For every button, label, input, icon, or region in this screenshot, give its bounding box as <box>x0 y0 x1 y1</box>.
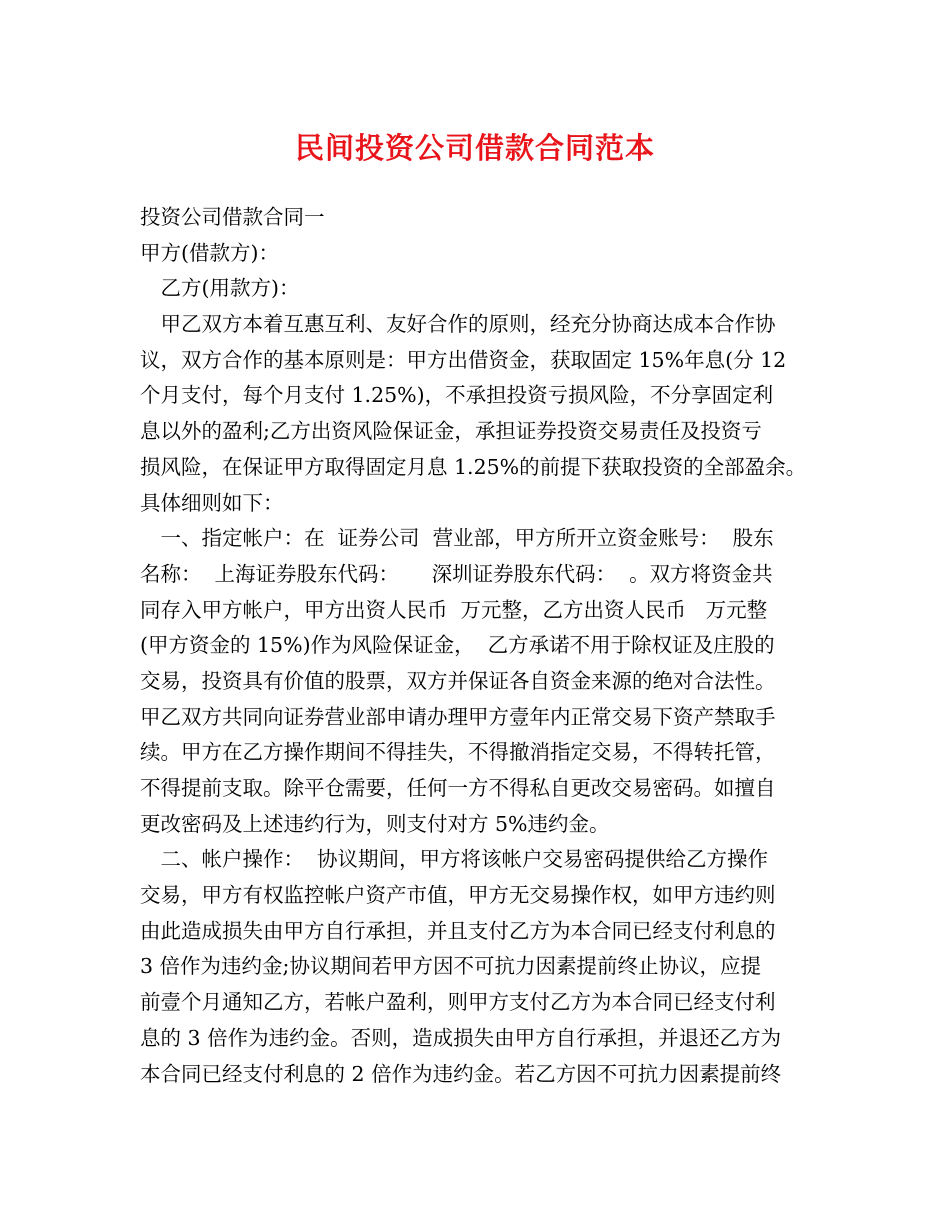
body-line: 甲乙双方共同向证券营业部申请办理甲方壹年内正常交易下资产禁取手 <box>140 704 776 729</box>
body-line: 二、帐户操作： 协议期间，甲方将该帐户交易密码提供给乙方操作 <box>140 847 769 872</box>
body-line: 具体细则如下： <box>140 490 284 515</box>
body-line: 由此造成损失由甲方自行承担，并且支付乙方为本合同已经支付利息的 <box>140 918 776 943</box>
body-line: 一、指定帐户：在 证券公司 营业部，甲方所开立资金账号： 股东 <box>140 526 774 551</box>
body-line: 名称： 上海证券股东代码： 深圳证券股东代码： 。双方将资金共 <box>140 561 773 586</box>
body-line: 息的 3 倍作为违约金。否则，造成损失由甲方自行承担，并退还乙方为 <box>140 1025 782 1050</box>
body-line: 议，双方合作的基本原则是：甲方出借资金，获取固定 15%年息(分 12 <box>140 347 787 372</box>
body-line: 投资公司借款合同一 <box>140 205 325 229</box>
body-line: 损风险，在保证甲方取得固定月息 1.25%的前提下获取投资的全部盈余。 <box>140 454 807 479</box>
body-line: 前壹个月通知乙方，若帐户盈利，则甲方支付乙方为本合同已经支付利 <box>140 990 776 1015</box>
body-line: 交易，甲方有权监控帐户资产市值，甲方无交易操作权，如甲方违约则 <box>140 883 776 908</box>
body-line: 交易，投资具有价值的股票，双方并保证各自资金来源的绝对合法性。 <box>140 668 776 693</box>
body-line: 本合同已经支付利息的 2 倍作为违约金。若乙方因不可抗力因素提前终 <box>140 1061 782 1086</box>
body-line: 息以外的盈利;乙方出资风险保证金，承担证券投资交易责任及投资亏 <box>140 419 762 444</box>
body-line: 同存入甲方帐户，甲方出资人民币 万元整，乙方出资人民币 万元整 <box>140 597 768 622</box>
body-line: 个月支付，每个月支付 1.25%)，不承担投资亏损风险，不分享固定利 <box>140 383 774 408</box>
body-line: 3 倍作为违约金;协议期间若甲方因不可抗力因素提前终止协议，应提 <box>140 954 761 979</box>
body-line: 不得提前支取。除平仓需要，任何一方不得私自更改交易密码。如擅自 <box>140 776 776 800</box>
body-line: 续。甲方在乙方操作期间不得挂失，不得撤消指定交易，不得转托管， <box>140 740 776 765</box>
body-line: (甲方资金的 15%)作为风险保证金， 乙方承诺不用于除权证及庄股的 <box>140 633 775 658</box>
body-line: 甲乙双方本着互惠互利、友好合作的原则，经充分协商达成本合作协 <box>140 312 776 337</box>
body-line: 甲方(借款方)： <box>140 240 279 265</box>
document-title: 民间投资公司借款合同范本 <box>294 131 655 165</box>
body-line: 乙方(用款方)： <box>140 276 300 301</box>
document-body <box>140 200 830 1092</box>
body-line: 更改密码及上述违约行为，则支付对方 5%违约金。 <box>140 811 610 836</box>
